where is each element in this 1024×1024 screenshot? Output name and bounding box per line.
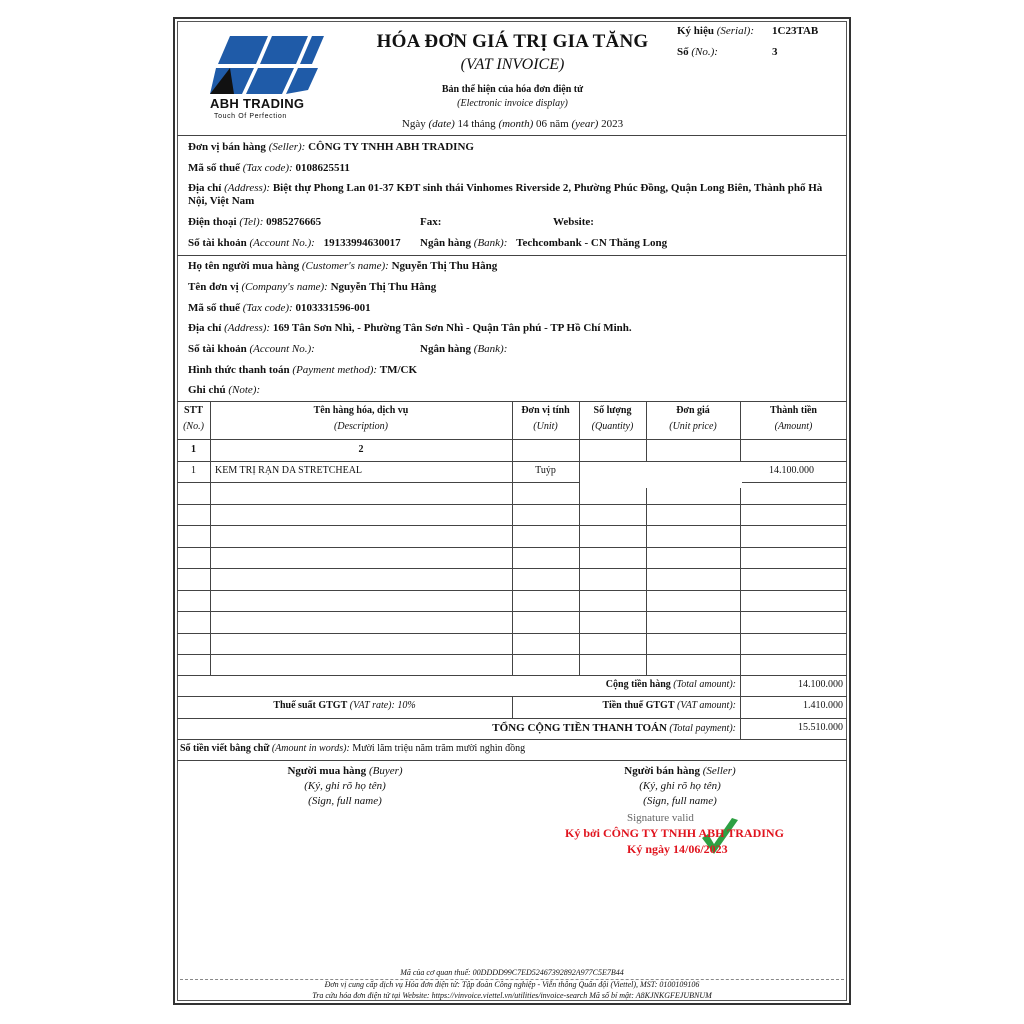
seller-sign-instruction-vi: (Ký, ghi rõ họ tên) — [639, 780, 721, 792]
seller-website-label: Website: — [553, 216, 594, 228]
buyer-address-row: Địa chỉ (Address): 169 Tân Sơn Nhì, - Phường Tân Sơn Nhì - Quận Tân phú - TP Hồ Chí Minh. — [188, 322, 632, 334]
buyer-sign-instruction-vi: (Ký, ghi rõ họ tên) — [304, 780, 386, 792]
seller-sign-instruction-en: (Sign, full name) — [643, 795, 717, 807]
buyer-payment: TM/CK — [379, 364, 418, 376]
item-amount: 14.100.000 — [769, 465, 814, 476]
signed-by: Ký bởi CÔNG TY TNHH ABH TRADING — [565, 826, 784, 840]
footer-provider: Đơn vị cung cấp dịch vụ Hóa đơn điện tử: Tập đoàn Công nghiệp - Viễn thông Quân đội (Viettel), MST: 0100109106 — [324, 980, 700, 989]
seller-name-row: Đơn vị bán hàng (Seller): CÔNG TY TNHH ABH TRADING — [188, 141, 474, 153]
buyer-name-row: Họ tên người mua hàng (Customer's name): Nguyễn Thị Thu Hằng — [188, 260, 498, 272]
item-no: 1 — [191, 465, 196, 476]
seller-account: 19133994630017 — [323, 237, 401, 249]
col-header-unit-price: Đơn giá (Unit price) — [669, 405, 717, 432]
serial-value: 1C23TAB — [772, 25, 819, 37]
buyer-company-row: Tên đơn vị (Company's name): Nguyễn Thị Thu Hằng — [188, 281, 437, 293]
seller-name: CÔNG TY TNHH ABH TRADING — [308, 141, 474, 153]
item-description: KEM TRỊ RẠN DA STRETCHEAL — [215, 465, 363, 476]
col-header-no: STT (No.) — [183, 405, 204, 432]
amount-in-words: Số tiền viết bằng chữ (Amount in words): Mười lăm triệu năm trăm mười nghìn đồng — [180, 743, 526, 754]
footer-search: Tra cứu hóa đơn điện tử tại Website: https://vinvoice.viettel.vn/utilities/invoice-search Mã số bí mật: A8KJNKGFEJUBNUM — [312, 991, 712, 1000]
display-label-vi: Bản thể hiện của hóa đơn điện tử — [441, 84, 584, 95]
buyer-bank-row: Ngân hàng (Bank): — [420, 343, 508, 355]
seller-address-line2: Nội, Việt Nam — [188, 195, 255, 207]
index-cell-2: 2 — [358, 444, 364, 455]
buyer-tax-row: Mã số thuế (Tax code): 0103331596-001 — [188, 302, 371, 314]
buyer-sign-instruction-en: (Sign, full name) — [308, 795, 382, 807]
buyer-company: Nguyễn Thị Thu Hằng — [330, 281, 437, 293]
seller-tax-code: 0108625511 — [295, 162, 350, 174]
buyer-name: Nguyễn Thị Thu Hằng — [391, 260, 498, 272]
seller-address-row: Địa chỉ (Address): Biệt thự Phong Lan 01-37 KĐT sinh thái Vinhomes Riverside 2, Phường Phúc Đồng, Quận Long Biên, Thành phố Hà — [188, 182, 823, 194]
invoice-no-value: 3 — [772, 46, 778, 58]
seller-bank: Techcombank - CN Thăng Long — [516, 237, 668, 249]
signed-date: Ký ngày 14/06/2023 — [627, 842, 728, 856]
redacted-area — [580, 462, 742, 488]
serial-label: Ký hiệu (Serial): — [677, 25, 754, 37]
col-header-amount: Thành tiền (Amount) — [770, 405, 817, 432]
seller-fax-label: Fax: — [420, 216, 442, 228]
display-label-en: (Electronic invoice display) — [457, 98, 568, 109]
buyer-signature-title: Người mua hàng (Buyer) — [287, 765, 403, 777]
vat-rate: Thuế suất GTGT (VAT rate): 10% — [273, 700, 416, 711]
seller-phone-row: Điện thoại (Tel): 0985276665 — [188, 216, 322, 228]
abh-logo-mark-icon — [208, 34, 328, 96]
invoice-no-label: Số (No.): — [677, 46, 718, 58]
vat-amount-label: Tiền thuế GTGT (VAT amount): — [602, 700, 736, 711]
seller-tax-row: Mã số thuế (Tax code): 0108625511 — [188, 162, 350, 174]
seller-bank-row: Ngân hàng (Bank): Techcombank - CN Thăng Long — [420, 237, 668, 249]
item-unit: Tuýp — [535, 465, 556, 476]
subtotal-label: Cộng tiền hàng (Total amount): — [605, 679, 736, 690]
seller-account-row: Số tài khoản (Account No.): 19133994630017 — [188, 237, 401, 249]
buyer-account-row: Số tài khoản (Account No.): — [188, 343, 315, 355]
seller-address-line1: Biệt thự Phong Lan 01-37 KĐT sinh thái Vinhomes Riverside 2, Phường Phúc Đồng, Quận Long Biên, Thành phố Hà — [272, 182, 823, 194]
grand-total-label: TỔNG CỘNG TIỀN THANH TOÁN (Total payment): — [492, 722, 736, 734]
brand-logo — [208, 34, 328, 124]
invoice-date: Ngày (date) 14 tháng (month) 06 năm (year) 2023 — [401, 118, 624, 130]
invoice-subtitle: (VAT INVOICE) — [460, 56, 565, 73]
grand-total-value: 15.510.000 — [798, 722, 843, 733]
col-header-description: Tên hàng hóa, dịch vụ (Description) — [313, 405, 409, 432]
index-cell-1: 1 — [191, 444, 196, 455]
buyer-tax-code: 0103331596-001 — [295, 302, 371, 314]
brand-tagline: Touch Of Perfection — [214, 113, 287, 120]
buyer-payment-row: Hình thức thanh toán (Payment method): TM/CK — [188, 364, 418, 376]
col-header-quantity: Số lượng (Quantity) — [591, 405, 634, 432]
vat-amount-value: 1.410.000 — [803, 700, 843, 711]
subtotal-value: 14.100.000 — [798, 679, 843, 690]
seller-signature-title: Người bán hàng (Seller) — [624, 765, 736, 777]
buyer-address: 169 Tân Sơn Nhì, - Phường Tân Sơn Nhì - Quận Tân phú - TP Hồ Chí Minh. — [272, 322, 632, 334]
seller-phone: 0985276665 — [266, 216, 322, 228]
invoice-title: HÓA ĐƠN GIÁ TRỊ GIA TĂNG — [376, 31, 649, 52]
col-header-unit: Đơn vị tính (Unit) — [521, 405, 570, 432]
footer-tax-code: Mã của cơ quan thuế: 00DDDD99C7ED52467392892A977C5E7B44 — [400, 968, 624, 977]
buyer-note-row: Ghi chú (Note): — [188, 384, 261, 396]
brand-name: ABH TRADING — [210, 96, 305, 111]
signature-valid-text: Signature valid — [627, 812, 694, 824]
